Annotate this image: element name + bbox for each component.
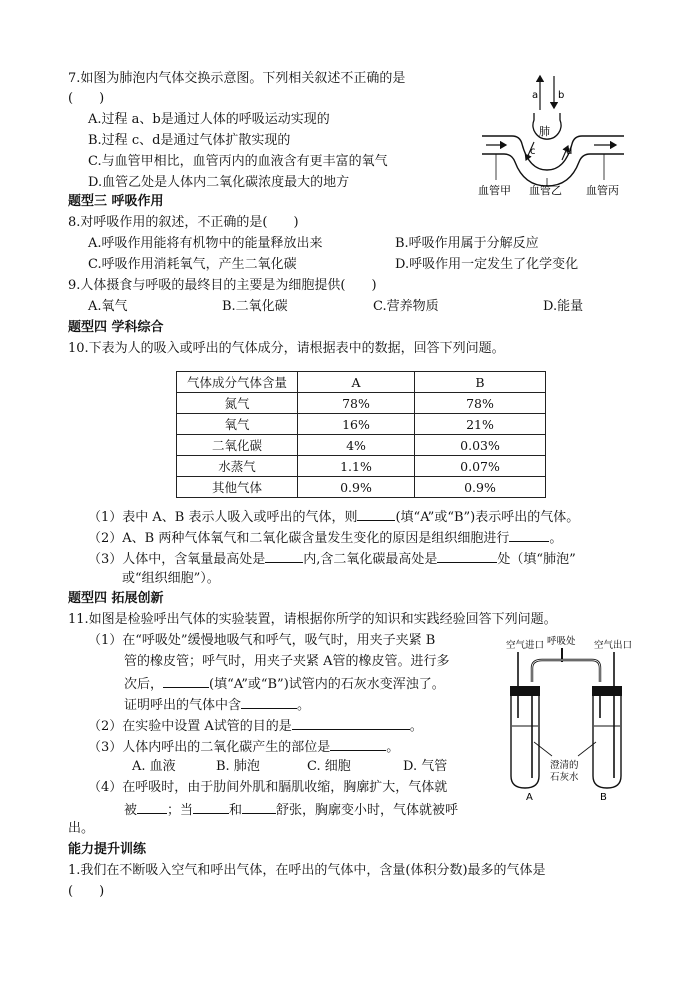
q7-option-c: C.与血管甲相比，血管丙内的血液含有更丰富的氧气 — [88, 154, 388, 169]
table-cell: 其他气体 — [177, 477, 298, 498]
q1-answer-paren: ( ) — [68, 884, 105, 899]
test-tube-apparatus — [496, 638, 636, 804]
label-vessel-bing: 血管丙 — [586, 184, 619, 197]
q11-part1-line3-a: 次后， — [124, 677, 164, 692]
answer-blank[interactable] — [509, 528, 549, 542]
q11-part4-line2-b: ；当 — [167, 803, 194, 818]
answer-blank[interactable] — [241, 695, 297, 709]
label-vessel-jia: 血管甲 — [478, 184, 511, 197]
q11-stem: 11.如图是检验呼出气体的实验装置，请根据你所学的知识和实践经验回答下列问题。 — [68, 612, 557, 627]
q9-stem: 9.人体摄食与呼吸的最终目的主要是为细胞提供( ) — [68, 278, 377, 293]
answer-blank[interactable] — [330, 737, 386, 751]
answer-blank[interactable] — [242, 800, 276, 814]
q7-stem: 7.如图为肺泡内气体交换示意图。下列相关叙述不正确的是 — [68, 71, 406, 86]
section-title-4b: 题型四 拓展创新 — [68, 591, 164, 606]
q8-option-a: A.呼吸作用能将有机物中的能量释放出来 — [88, 236, 323, 251]
q11-part3-text-b: 。 — [386, 740, 400, 755]
alveolus-diagram — [474, 68, 634, 200]
answer-blank[interactable] — [193, 800, 229, 814]
q1-stem: 1.我们在不断吸入空气和呼出气体，在呼出的气体中，含量(体积分数)最多的气体是 — [68, 863, 546, 878]
q10-part3-text-a: （3）人体中，含氧量最高处是 — [88, 552, 266, 567]
table-cell: 78% — [298, 393, 415, 414]
q8-option-d: D.呼吸作用一定发生了化学变化 — [395, 257, 579, 272]
table-cell: 0.03% — [415, 435, 546, 456]
q7-option-d: D.血管乙处是人体内二氧化碳浓度最大的地方 — [88, 175, 350, 190]
section-title-4a: 题型四 学科综合 — [68, 320, 164, 335]
q11-part4-line1: （4）在呼吸时，由于肋间外肌和膈肌收缩，胸廓扩大，气体就 — [88, 780, 448, 795]
q8-option-b: B.呼吸作用属于分解反应 — [395, 236, 539, 251]
label-b: b — [558, 90, 565, 101]
table-row — [177, 456, 546, 477]
label-lung: 肺 — [539, 125, 550, 138]
q11-part2-text-a: （2）在实验中设置 A试管的目的是 — [88, 719, 292, 734]
q11-part3 — [88, 737, 399, 757]
q11-part3-option-a: A. 血液 — [132, 759, 176, 774]
q11-part1-line3 — [124, 674, 445, 694]
q10-part1 — [88, 507, 579, 527]
q10-part3-text-c: 处（填“肺泡” — [497, 552, 576, 567]
label-air-inlet: 空气进口 — [506, 640, 545, 651]
q10-part2-text-b: 。 — [549, 531, 563, 546]
gas-table — [176, 371, 546, 498]
q9-option-d: D.能量 — [543, 299, 584, 314]
q9-option-c: C.营养物质 — [373, 299, 439, 314]
q11-part4-line2-d: 舒张，胸廓变小时，气体就被呼 — [276, 803, 459, 818]
q8-option-c: C.呼吸作用消耗氧气，产生二氧化碳 — [88, 257, 297, 272]
q11-part2 — [88, 716, 423, 736]
q11-part1-line4 — [124, 695, 310, 715]
q10-part3-continued: 或“组织细胞”）。 — [122, 571, 220, 586]
q11-part4-line3: 出。 — [68, 821, 95, 836]
table-cell: 氧气 — [177, 414, 298, 435]
q11-part1-line3-b: (填“A”或“B”)试管内的石灰水变浑浊了。 — [209, 677, 445, 692]
q11-part3-option-c: C. 细胞 — [307, 759, 351, 774]
q7-option-b: B.过程 c、d是通过气体扩散实现的 — [88, 133, 291, 148]
label-tube-b: B — [600, 792, 607, 803]
q9-option-a: A.氧气 — [88, 299, 128, 314]
table-cell: 二氧化碳 — [177, 435, 298, 456]
answer-blank[interactable] — [357, 507, 395, 521]
q11-part1-line2: 管的橡皮管；呼气时，用夹子夹紧 A管的橡皮管。进行多 — [124, 654, 450, 669]
label-air-outlet: 空气出口 — [594, 640, 633, 651]
answer-blank[interactable] — [292, 716, 410, 730]
answer-blank[interactable] — [437, 549, 497, 563]
q8-stem: 8.对呼吸作用的叙述，不正确的是( ) — [68, 215, 299, 230]
answer-blank[interactable] — [265, 549, 303, 563]
table-header: A — [298, 372, 415, 393]
table-header-row — [177, 372, 546, 393]
label-a: a — [532, 90, 539, 101]
answer-blank[interactable] — [137, 800, 167, 814]
label-vessel-yi: 血管乙 — [529, 184, 562, 197]
table-cell: 21% — [415, 414, 546, 435]
table-header: 气体成分气体含量 — [177, 372, 298, 393]
table-cell: 0.9% — [415, 477, 546, 498]
q11-part2-text-b: 。 — [409, 719, 423, 734]
q11-part3-option-d: D. 气管 — [403, 759, 448, 774]
section-title-5: 能力提升训练 — [68, 842, 147, 857]
label-limewater-1: 澄清的 — [550, 760, 579, 771]
label-tube-a: A — [526, 792, 533, 803]
q10-part3-text-b: 内,含二氧化碳最高处是 — [303, 552, 438, 567]
table-cell: 16% — [298, 414, 415, 435]
table-cell: 0.9% — [298, 477, 415, 498]
label-breath-point: 呼吸处 — [547, 636, 576, 647]
q10-stem: 10.下表为人的吸入或呼出的气体成分，请根据表中的数据，回答下列问题。 — [68, 341, 505, 356]
label-d: d — [566, 146, 573, 157]
q7-answer-paren: ( ) — [68, 91, 105, 106]
q11-part1-line4-b: 。 — [297, 698, 311, 713]
q11-part3-text-a: （3）人体内呼出的二氧化碳产生的部位是 — [88, 740, 331, 755]
q11-part4-line2-a: 被 — [124, 803, 138, 818]
table-cell: 1.1% — [298, 456, 415, 477]
table-cell: 4% — [298, 435, 415, 456]
table-cell: 水蒸气 — [177, 456, 298, 477]
q11-part1-line1: （1）在“呼吸处”缓慢地吸气和呼气，吸气时，用夹子夹紧 B — [88, 633, 436, 648]
q9-option-b: B.二氧化碳 — [222, 299, 288, 314]
section-title-3: 题型三 呼吸作用 — [68, 194, 164, 209]
table-row — [177, 435, 546, 456]
table-row — [177, 477, 546, 498]
table-row — [177, 393, 546, 414]
q10-part3 — [88, 549, 576, 569]
q10-part2-text-a: （2）A、B 两种气体氧气和二氧化碳含量发生变化的原因是组织细胞进行 — [88, 531, 510, 546]
q10-part1-text-b: (填“A”或“B”)表示呼出的气体。 — [395, 510, 580, 525]
q7-option-a: A.过程 a、b是通过人体的呼吸运动实现的 — [88, 112, 330, 127]
q10-part2 — [88, 528, 562, 548]
table-cell: 0.07% — [415, 456, 546, 477]
q11-part1-line4-a: 证明呼出的气体中含 — [124, 698, 242, 713]
label-limewater-2: 石灰水 — [550, 772, 579, 783]
q10-part1-text-a: （1）表中 A、B 表示人吸入或呼出的气体，则 — [88, 510, 358, 525]
table-cell: 氮气 — [177, 393, 298, 414]
q11-part3-option-b: B. 肺泡 — [216, 759, 260, 774]
q11-part4-line2-c: 和 — [229, 803, 243, 818]
table-row — [177, 414, 546, 435]
table-cell: 78% — [415, 393, 546, 414]
q11-part4-line2 — [124, 800, 458, 820]
table-header: B — [415, 372, 546, 393]
label-c: c — [530, 146, 536, 157]
answer-blank[interactable] — [163, 674, 209, 688]
